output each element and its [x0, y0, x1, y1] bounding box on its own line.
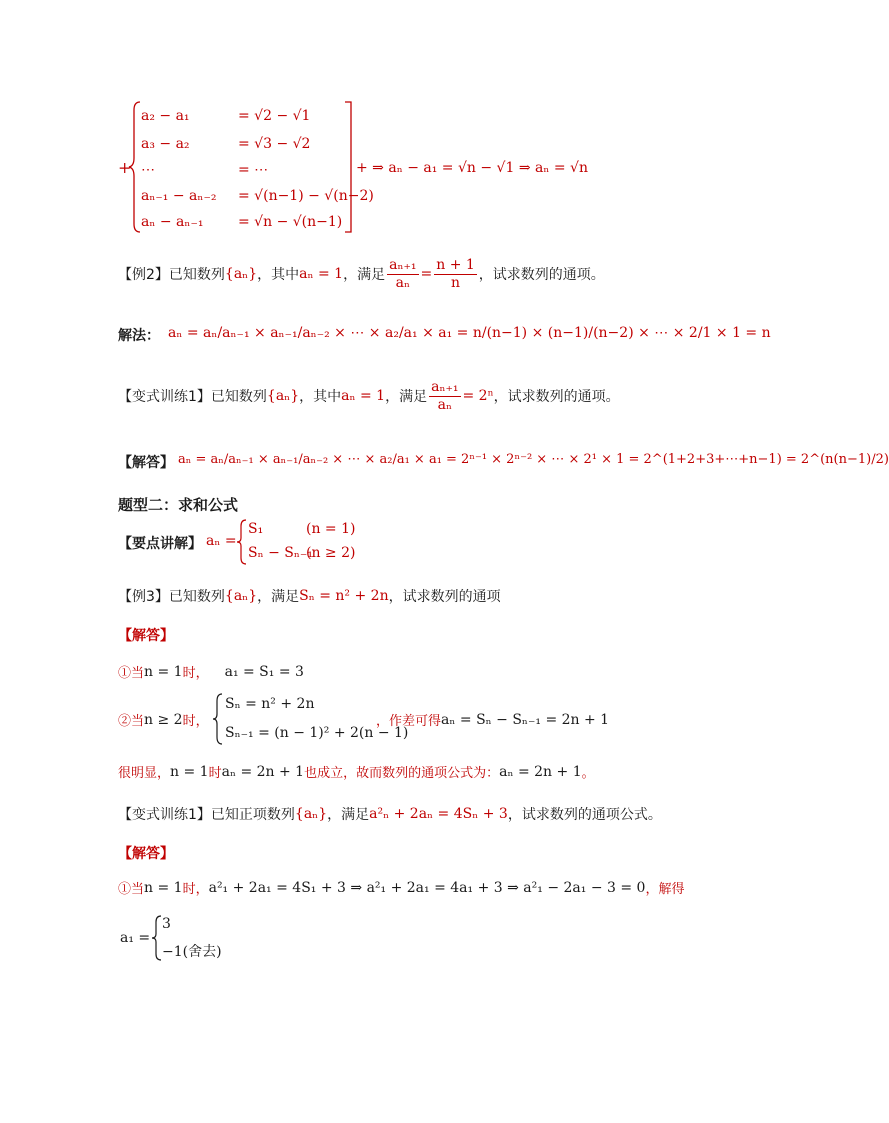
variant1-head: 【变式训练1】已知数列: [118, 389, 267, 405]
answer3-label: 【解答】: [118, 628, 174, 644]
variant1b-mid: ，满足: [327, 807, 370, 823]
variant1b-head: 【变式训练1】已知正项数列: [118, 807, 295, 823]
answer-v1b-root2: −1(舍去): [162, 944, 222, 960]
example2-mid: ，其中: [257, 267, 300, 283]
variant1b-line: [118, 804, 662, 824]
example2-frac2-den: n: [451, 274, 461, 291]
example2-frac2-num: n + 1: [436, 256, 475, 273]
answer3-brace: [212, 692, 224, 746]
answer3-step2-diff-line: [376, 710, 609, 729]
variant1-cond: aₙ = 1: [341, 388, 386, 404]
solution2-formula: aₙ = aₙ/aₙ₋₁ × aₙ₋₁/aₙ₋₂ × ⋯ × a₂/a₁ × a₁ = n/(n−1) × (n−1)/(n−2) × ⋯ × 2/1 × 1 = n: [168, 325, 771, 341]
answer-v1b-step1: [118, 878, 684, 897]
variant1-frac-den: aₙ: [437, 396, 452, 413]
type2-title: 题型二：求和公式: [118, 496, 239, 514]
example2-head: 【例2】已知数列: [118, 267, 225, 283]
answer-v1b-root1: 3: [162, 916, 171, 932]
system-row-5-lhs: aₙ − aₙ₋₁: [141, 214, 204, 230]
answer-v1b-cond: n = 1: [144, 879, 183, 896]
key-points-lhs: aₙ =: [206, 533, 237, 549]
system-row-5-rhs: = √n − √(n−1): [238, 214, 343, 230]
answer3-step1-eq: a₁ = S₁ = 3: [224, 663, 304, 680]
answer-v1b-solve: ，解得: [645, 882, 685, 897]
answer3-step2-head: [118, 710, 209, 729]
key-points-case2: Sₙ − Sₙ₋₁: [248, 545, 313, 561]
answer3-step2-comma: ，: [376, 714, 390, 729]
example2-frac-den: aₙ: [395, 274, 410, 291]
example3-tail: ，试求数列的通项: [388, 589, 501, 605]
answer3-conclusion-b: 时: [208, 766, 222, 781]
example2-tail: ，试求数列的通项。: [478, 267, 605, 283]
answer3-conclusion: [118, 762, 595, 781]
key-points-case2-cond: (n ≥ 2): [306, 545, 356, 561]
answer3-step2-cond: n ≥ 2: [144, 711, 183, 728]
answer3-step2-row2: Sₙ₋₁ = (n − 1)² + 2(n − 1): [225, 725, 409, 741]
answer3-conclusion-eq: aₙ = 2n + 1: [221, 763, 305, 780]
answer-v1-label: 【解答】: [118, 455, 174, 471]
example2-eq: =: [420, 266, 433, 282]
example3-seq: {aₙ}: [224, 588, 258, 604]
variant1-fraction: [429, 379, 460, 414]
answer3-step1-cond: n = 1: [144, 663, 183, 680]
key-points-brace: [236, 518, 248, 566]
example3-head: 【例3】已知数列: [118, 589, 225, 605]
variant1-tail: ，试求数列的通项。: [493, 389, 620, 405]
left-brace: [128, 100, 142, 235]
answer3-step2-row1: Sₙ = n² + 2n: [225, 696, 315, 712]
key-points-case1: S₁: [248, 521, 264, 537]
answer-v1b-chain: a²₁ + 2a₁ = 4S₁ + 3 ⇒ a²₁ + 2a₁ = 4a₁ + 3 ⇒ a²₁ − 2a₁ − 3 = 0: [208, 879, 646, 896]
variant1-mid: ，其中: [299, 389, 342, 405]
answer-v1b-a1-lhs: a₁ =: [120, 930, 151, 946]
example2-fraction-2: [434, 257, 477, 292]
variant1-frac-num: aₙ₊₁: [431, 378, 459, 395]
key-points-case1-cond: (n = 1): [306, 521, 356, 537]
answer3-conclusion-final: aₙ = 2n + 1: [499, 763, 582, 780]
system-row-2-lhs: a₃ − a₂: [141, 136, 190, 152]
answer-v1b-when: 时，: [182, 882, 209, 897]
variant1-mid2: ，满足: [385, 389, 428, 405]
solution2-label: 解法：: [118, 328, 160, 344]
answer3-step2-when: 时，: [182, 714, 209, 729]
right-bracket: [343, 100, 355, 235]
answer3-conclusion-cond: n = 1: [170, 763, 209, 780]
plus-sign: +: [118, 158, 132, 177]
example2-seq: {aₙ}: [224, 266, 258, 282]
system-row-4-rhs: = √(n−1) − √(n−2): [238, 188, 374, 204]
system-row-1-rhs: = √2 − √1: [238, 108, 311, 124]
example3-mid: ，满足: [257, 589, 300, 605]
variant1-seq: {aₙ}: [266, 388, 300, 404]
answer3-conclusion-c: 也成立，故而数列的通项公式为：: [304, 766, 500, 781]
example2-frac-num: aₙ₊₁: [389, 256, 417, 273]
answer3-step1-when: 时，: [182, 666, 209, 681]
answer-v1b-prefix: ①当: [118, 882, 145, 897]
system-row-3-lhs: ⋯: [141, 162, 155, 178]
example2-cond: aₙ = 1: [299, 266, 344, 282]
system-row-3-rhs: = ⋯: [238, 162, 269, 178]
example2-mid2: ，满足: [343, 267, 386, 283]
example3-line: [118, 586, 501, 606]
answer3-conclusion-end: 。: [581, 766, 595, 781]
answer3-step1-prefix: ①当: [118, 666, 145, 681]
system-row-4-lhs: aₙ₋₁ − aₙ₋₂: [141, 188, 217, 204]
system-row-1-lhs: a₂ − a₁: [141, 108, 190, 124]
variant1b-tail: ，试求数列的通项公式。: [507, 807, 662, 823]
answer3-step2-diff-text: 作差可得: [389, 714, 442, 729]
answer-v1-formula: aₙ = aₙ/aₙ₋₁ × aₙ₋₁/aₙ₋₂ × ⋯ × a₂/a₁ × a₁ = 2ⁿ⁻¹ × 2ⁿ⁻² × ⋯ × 2¹ × 1 = 2^(1+2+3+⋯+n−1) = 2^(n(n−1)/2): [178, 452, 889, 467]
variant1-rhs: = 2ⁿ: [462, 388, 494, 404]
answer3-conclusion-a: 很明显，: [118, 766, 171, 781]
answer-v1b-label: 【解答】: [118, 846, 174, 862]
variant1b-cond: a²ₙ + 2aₙ = 4Sₙ + 3: [369, 806, 508, 822]
system-row-2-rhs: = √3 − √2: [238, 136, 311, 152]
key-points-label: 【要点讲解】: [118, 536, 202, 552]
variant1-line: [118, 376, 620, 416]
example3-cond: Sₙ = n² + 2n: [299, 588, 389, 604]
answer3-step2-diff: aₙ = Sₙ − Sₙ₋₁ = 2n + 1: [441, 711, 610, 728]
example2-fraction: [387, 257, 418, 292]
system-result: + ⇒ aₙ − a₁ = √n − √1 ⇒ aₙ = √n: [356, 160, 588, 176]
answer3-step2-prefix: ②当: [118, 714, 145, 729]
example2-line: [118, 254, 605, 294]
answer3-step1: [118, 662, 304, 681]
variant1b-seq: {aₙ}: [294, 806, 328, 822]
